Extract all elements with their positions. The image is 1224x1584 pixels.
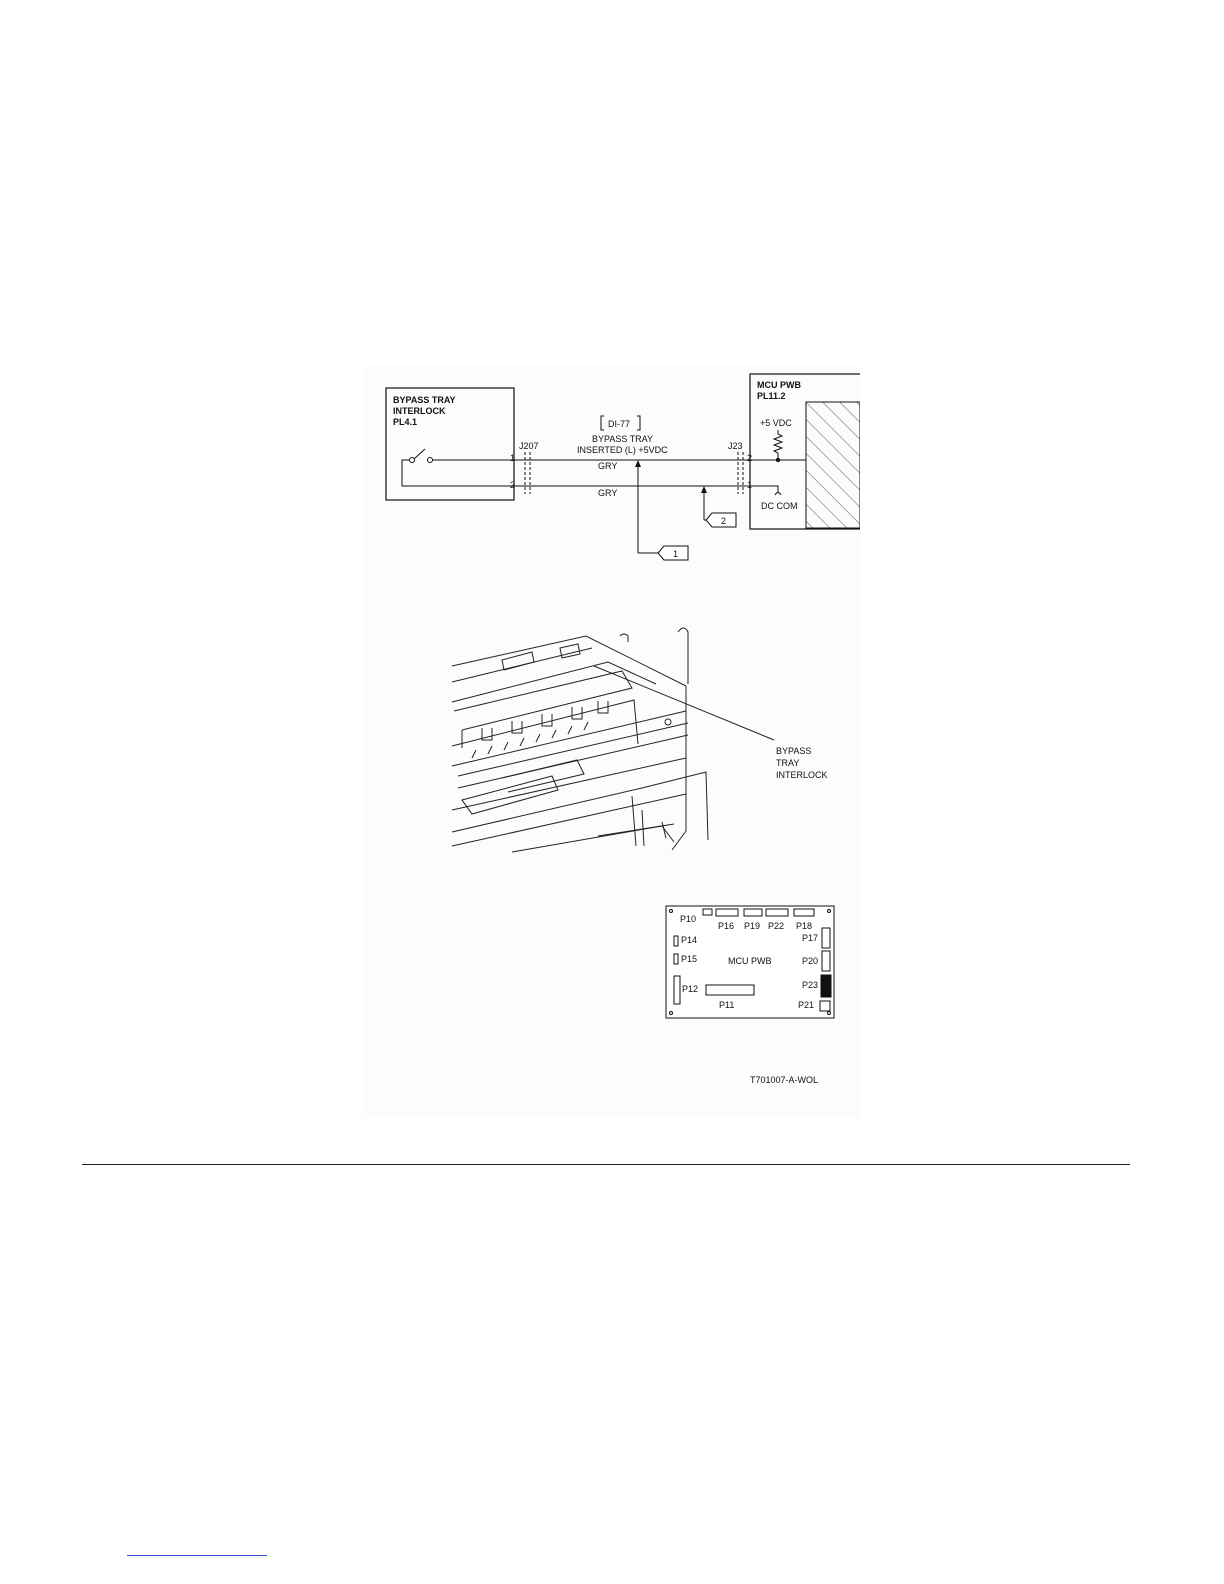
connector-j207-label: J207 [519, 441, 539, 451]
j23-pin-2: 2 [747, 453, 753, 463]
board-label-p16: P16 [718, 921, 735, 931]
board-title: MCU PWB [728, 956, 772, 966]
callout-line-1: BYPASS [776, 746, 812, 756]
footer-link-underline[interactable] [127, 1555, 267, 1556]
signal-name-2: INSERTED (L) +5VDC [577, 445, 668, 455]
interlock-title-1: BYPASS TRAY [393, 395, 456, 405]
board-label-p15: P15 [681, 954, 698, 964]
pull-up-resistor [774, 430, 782, 460]
test-point-1 [635, 460, 688, 560]
mcu-pwb-title: MCU PWB [757, 380, 801, 390]
board-label-p20: P20 [802, 956, 819, 966]
switch-symbol [402, 449, 512, 486]
callout-line-3: INTERLOCK [776, 770, 828, 780]
signal-tag-di77 [601, 416, 640, 430]
board-label-p23: P23 [802, 980, 819, 990]
wiring-schematic [386, 374, 860, 560]
supply-label: +5 VDC [760, 418, 792, 428]
board-label-p22: P22 [768, 921, 785, 931]
machine-illustration [452, 628, 774, 852]
j207-pin-2: 2 [510, 480, 516, 490]
flag-1-label: 1 [673, 549, 679, 559]
connector-j23-label: J23 [728, 441, 743, 451]
board-label-p14: P14 [681, 935, 698, 945]
j23-pin-1: 1 [747, 480, 753, 490]
ground-label: DC COM [761, 501, 798, 511]
mcu-pwb-part-ref: PL11.2 [757, 391, 786, 401]
wire-color-1: GRY [598, 461, 618, 471]
interlock-title-2: INTERLOCK [393, 406, 446, 416]
board-label-p21: P21 [798, 1000, 815, 1010]
mcu-board-locator [666, 906, 834, 1018]
signal-name-1: BYPASS TRAY [592, 434, 654, 444]
svg-text:DI-77: DI-77 [608, 419, 631, 429]
board-label-p11: P11 [719, 1000, 735, 1010]
board-conn-p23-highlighted [821, 975, 831, 997]
callout-line-2: TRAY [776, 758, 800, 768]
horizontal-rule [82, 1164, 1130, 1165]
board-label-p12: P12 [682, 984, 699, 994]
machine-top-edge [452, 636, 686, 686]
figure-svg [362, 366, 860, 1118]
wire-color-2: GRY [598, 488, 618, 498]
board-label-p18: P18 [796, 921, 813, 931]
board-label-p19: P19 [744, 921, 761, 931]
ground-symbol [764, 486, 781, 495]
board-label-p17: P17 [802, 933, 819, 943]
figure-panel [362, 366, 860, 1118]
figure-id: T701007-A-WOL [750, 1075, 819, 1085]
mcu-hatch-area [806, 402, 860, 528]
test-point-2 [701, 486, 736, 527]
interlock-part-ref: PL4.1 [393, 417, 418, 427]
j207-pin-1: 1 [510, 453, 516, 463]
flag-2-label: 2 [721, 516, 727, 526]
board-label-p10: P10 [680, 914, 697, 924]
